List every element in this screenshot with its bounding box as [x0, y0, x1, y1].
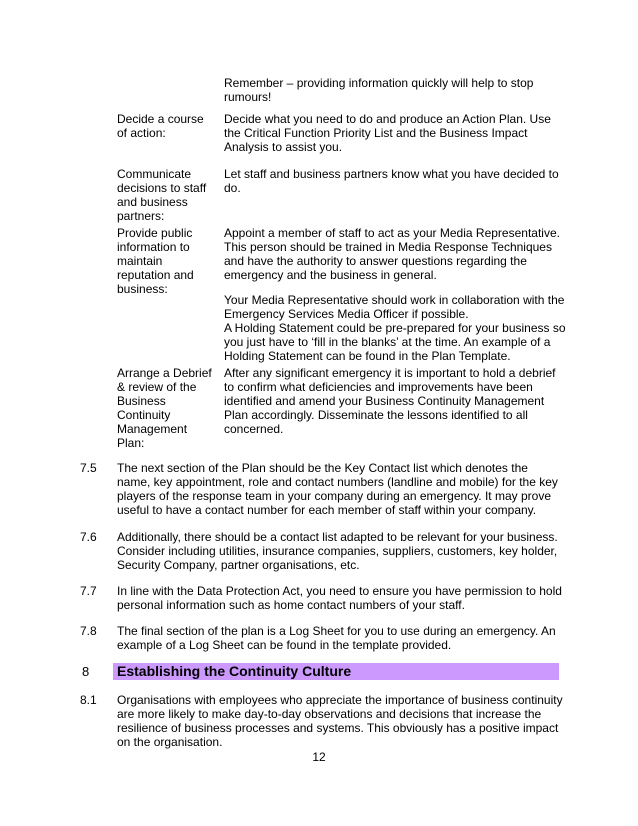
- table-text-line: Plan accordingly. Disseminate the lessons identified to all: [224, 408, 528, 422]
- table-row-2-content: [224, 167, 569, 195]
- section-number: 8: [82, 664, 90, 679]
- table-row-3-content-a: [224, 226, 569, 282]
- table-text-line: to confirm what deficiencies and improvements have been: [224, 380, 533, 394]
- table-label-line: Management: [117, 422, 188, 436]
- table-label-line: reputation and: [117, 268, 194, 282]
- table-text-line: concerned.: [224, 422, 284, 436]
- paragraph-7-7: [117, 584, 569, 612]
- table-label-line: partners:: [117, 209, 165, 223]
- paragraph-line: on the organisation.: [117, 735, 223, 749]
- table-row-3-label: [117, 226, 217, 296]
- table-label-line: Decide a course: [117, 112, 204, 126]
- table-label-line: maintain: [117, 254, 163, 268]
- table-text-line: Decide what you need to do and produce an Action Plan. Use: [224, 112, 551, 126]
- paragraph-number: 7.5: [80, 461, 97, 475]
- table-row-3-content-b: [224, 293, 569, 363]
- paragraph-line: are more likely to make day-to-day observations and decisions that increase the: [117, 707, 542, 721]
- paragraph-line: players of the response team in your company during an emergency. It may prove: [117, 489, 551, 503]
- paragraph-line: personal information such as home contact numbers of your staff.: [117, 598, 465, 612]
- paragraph-line: Security Company, partner organisations, etc.: [117, 558, 360, 572]
- table-label-line: Plan:: [117, 436, 145, 450]
- table-label-line: of action:: [117, 126, 166, 140]
- table-text-line: This person should be trained in Media Response Techniques: [224, 240, 552, 254]
- paragraph-number: 7.8: [80, 624, 97, 638]
- table-label-line: information to: [117, 240, 190, 254]
- paragraph-8-1: [117, 693, 569, 749]
- paragraph-7-5: [117, 461, 569, 517]
- table-row-1-label: [117, 112, 217, 140]
- table-label-line: Communicate: [117, 167, 192, 181]
- paragraph-line: Additionally, there should be a contact list adapted to be relevant for your business.: [117, 530, 558, 544]
- table-text-line: Let staff and business partners know what you have decided to: [224, 167, 559, 181]
- paragraph-line: example of a Log Sheet can be found in the template provided.: [117, 638, 452, 652]
- table-text-line: identified and amend your Business Continuity Management: [224, 394, 545, 408]
- table-text-line: Analysis to assist you.: [224, 140, 343, 154]
- paragraph-number: 7.7: [80, 584, 97, 598]
- table-text-line: do.: [224, 181, 241, 195]
- table-text-line: A Holding Statement could be pre-prepared for your business so: [224, 321, 566, 335]
- table-text-line: Remember – providing information quickly will help to stop: [224, 76, 534, 90]
- table-row-2-label: [117, 167, 217, 223]
- table-label-line: and business: [117, 195, 188, 209]
- paragraph-line: In line with the Data Protection Act, you need to ensure you have permission to hold: [117, 584, 562, 598]
- table-label-line: Business: [117, 394, 166, 408]
- table-label-line: & review of the: [117, 380, 197, 394]
- section-title: Establishing the Continuity Culture: [117, 663, 352, 679]
- page-number: 12: [312, 750, 326, 764]
- table-text-line: you just have to ‘fill in the blanks’ at the time. An example of a: [224, 335, 551, 349]
- table-row-4-label: [117, 366, 217, 450]
- table-text-line: the Critical Function Priority List and the Business Impact: [224, 126, 528, 140]
- table-text-line: Your Media Representative should work in collaboration with the: [224, 293, 565, 307]
- table-text-line: rumours!: [224, 90, 272, 104]
- paragraph-7-8: [117, 624, 569, 652]
- paragraph-number: 7.6: [80, 530, 97, 544]
- table-text-line: Holding Statement can be found in the Plan Template.: [224, 349, 511, 363]
- paragraph-number: 8.1: [80, 693, 97, 707]
- paragraph-line: name, key appointment, role and contact numbers (landline and mobile) for the key: [117, 475, 558, 489]
- table-text-line: and have the authority to answer questions regarding the: [224, 254, 527, 268]
- table-row-1-content: [224, 112, 569, 154]
- table-text-line: emergency and the business in general.: [224, 268, 437, 282]
- table-text-line: After any significant emergency it is important to hold a debrief: [224, 366, 556, 380]
- table-label-line: Arrange a Debrief: [117, 366, 212, 380]
- paragraph-line: Consider including utilities, insurance companies, suppliers, customers, key holder,: [117, 544, 558, 558]
- paragraph-line: Organisations with employees who appreciate the importance of business continuity: [117, 693, 563, 707]
- table-label-line: business:: [117, 282, 168, 296]
- paragraph-line: useful to have a contact number for each member of staff within your company.: [117, 503, 537, 517]
- table-row-0-content: [224, 76, 569, 104]
- table-label-line: Provide public: [117, 226, 193, 240]
- table-label-line: Continuity: [117, 408, 171, 422]
- paragraph-line: resilience of business processes and systems. This obviously has a positive impact: [117, 721, 559, 735]
- table-label-line: decisions to staff: [117, 181, 207, 195]
- paragraph-line: The next section of the Plan should be the Key Contact list which denotes the: [117, 461, 528, 475]
- paragraph-7-6: [117, 530, 569, 572]
- table-row-4-content: [224, 366, 569, 436]
- table-text-line: Appoint a member of staff to act as your Media Representative.: [224, 226, 560, 240]
- paragraph-line: The final section of the plan is a Log Sheet for you to use during an emergency. An: [117, 624, 556, 638]
- table-text-line: Emergency Services Media Officer if possible.: [224, 307, 469, 321]
